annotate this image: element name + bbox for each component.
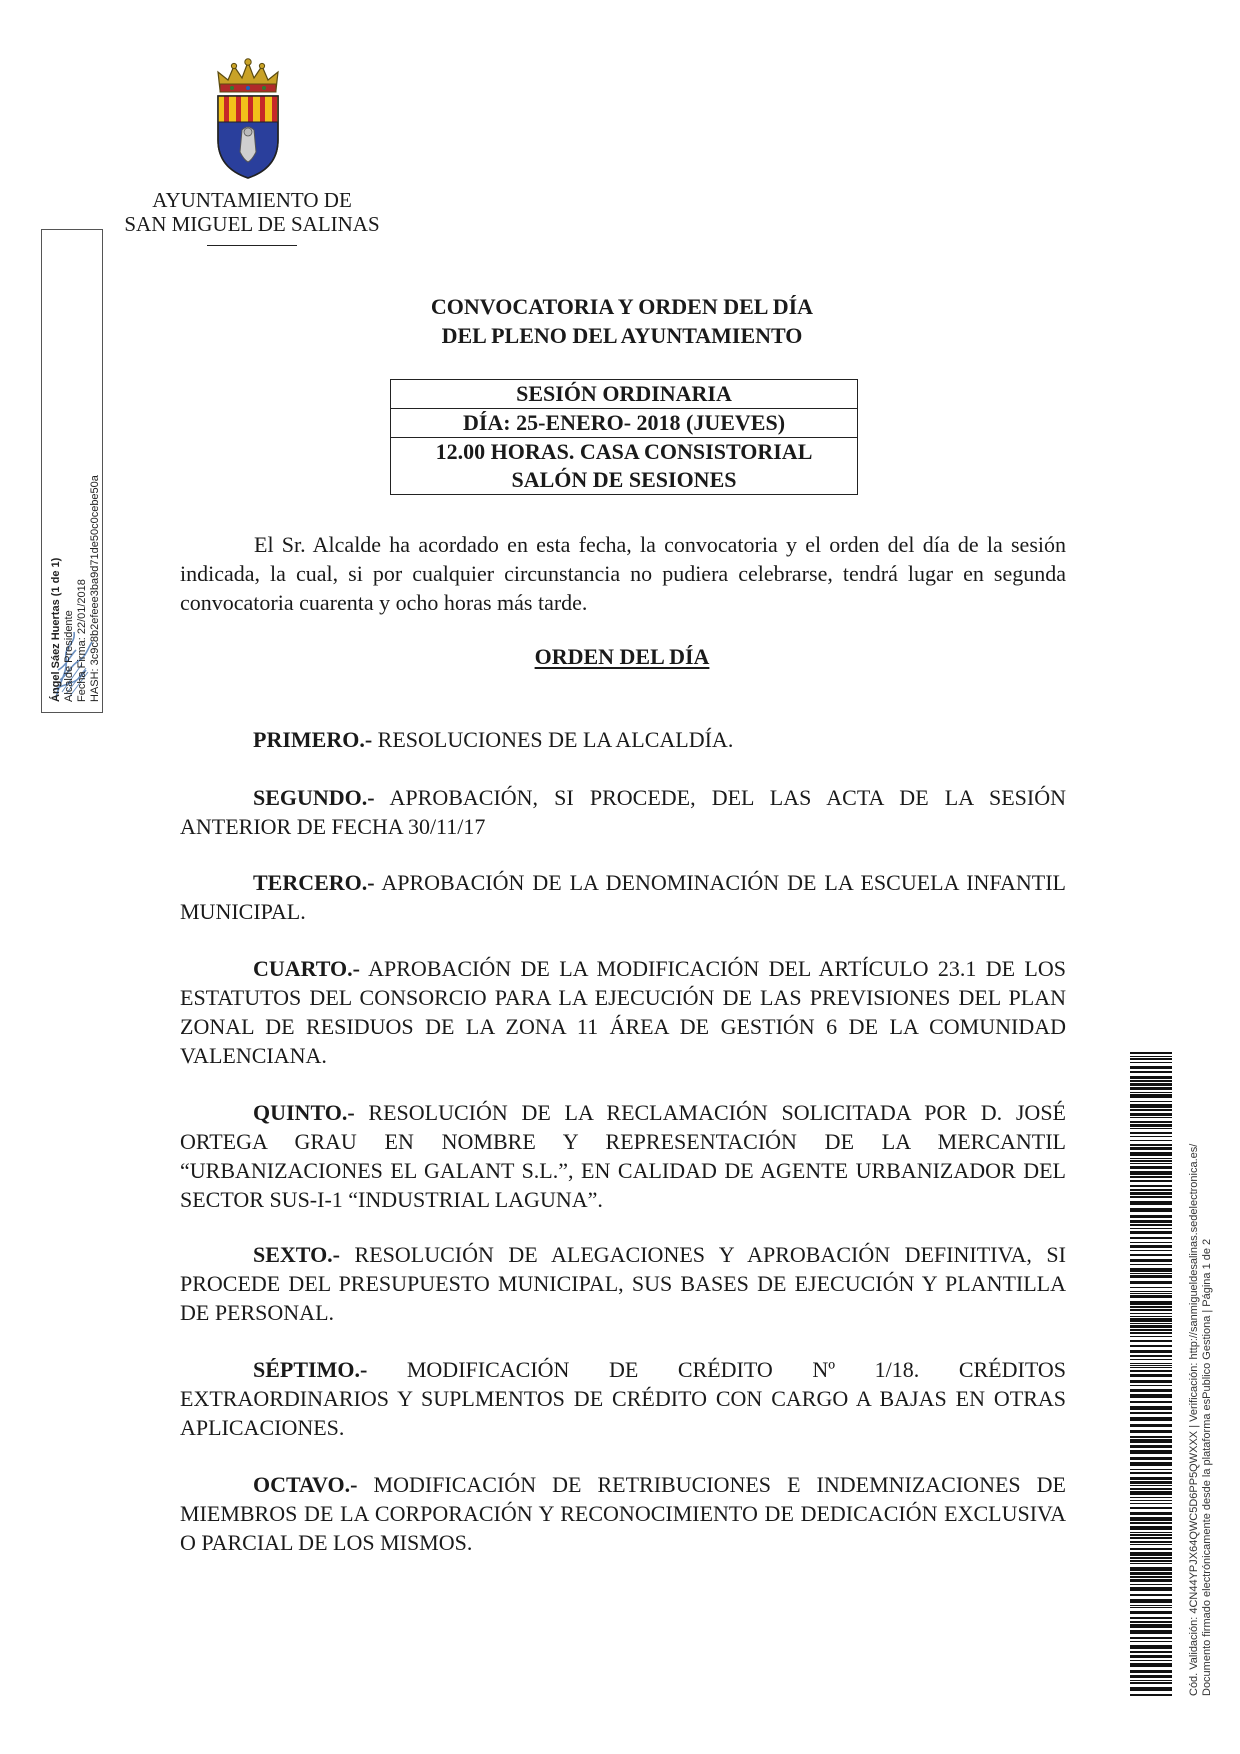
coat-of-arms-logo (212, 56, 284, 180)
agenda-item-key: OCTAVO.- (253, 1472, 358, 1497)
barcode-bar (1130, 1132, 1172, 1134)
agenda-item-key: TERCERO.- (253, 870, 375, 895)
barcode-bar (1130, 1457, 1172, 1460)
barcode-bar (1130, 1087, 1172, 1090)
barcode-bar (1130, 1275, 1172, 1278)
barcode-bar (1130, 1071, 1172, 1073)
barcode-bar (1130, 1340, 1172, 1342)
barcode-bar (1130, 1291, 1172, 1292)
barcode-bar (1130, 1309, 1172, 1311)
agenda-item-key: QUINTO.- (253, 1100, 355, 1125)
session-room: SALÓN DE SESIONES (511, 467, 737, 492)
signature-hash: HASH: 3c9c8b2efeee3ba9d71de50c0cebe50a (89, 475, 101, 702)
barcode-bar (1130, 1401, 1172, 1403)
barcode-bar (1130, 1500, 1172, 1501)
barcode-bar (1130, 1220, 1172, 1223)
barcode-bar (1130, 1056, 1172, 1057)
agenda-item (180, 1240, 1066, 1327)
header-divider (207, 245, 297, 246)
agenda-item-text: MODIFICACIÓN DE RETRIBUCIONES E INDEMNIZACIONES DE MIEMBROS DE LA CORPORACIÓN Y RECONOCIMIENTO DE DEDICACIÓN EXCLUSIVA O PARCIAL DE LOS MISMOS. (180, 1472, 1066, 1555)
session-info-box (390, 379, 858, 495)
barcode-bar (1130, 1630, 1172, 1634)
signer-role: Alcalde Presidente (63, 610, 75, 702)
barcode-bar (1130, 1163, 1172, 1164)
barcode-bar (1130, 1537, 1172, 1539)
barcode-bar (1130, 1611, 1172, 1614)
barcode-bar (1130, 1497, 1172, 1498)
barcode-bar (1130, 1621, 1172, 1623)
barcode-bar (1130, 1158, 1172, 1159)
barcode-bar (1130, 1481, 1172, 1484)
barcode-bar (1130, 1058, 1172, 1060)
barcode-bar (1130, 1594, 1172, 1596)
barcode-bar (1130, 1445, 1172, 1448)
agenda-heading: ORDEN DEL DÍA (534, 644, 710, 669)
barcode-bar (1130, 1264, 1172, 1265)
barcode-bar (1130, 1109, 1172, 1111)
barcode-bar (1130, 1557, 1172, 1559)
barcode-bar (1130, 1579, 1172, 1582)
barcode-bar (1130, 1254, 1172, 1256)
org-line-1: AYUNTAMIENTO DE (152, 188, 352, 212)
agenda-item (180, 725, 1066, 754)
barcode-bar (1130, 1436, 1172, 1438)
barcode-bar (1130, 1281, 1172, 1284)
barcode-bar (1130, 1572, 1172, 1575)
barcode-bar (1130, 1660, 1172, 1661)
agenda-item (180, 1098, 1066, 1214)
barcode-bar (1130, 1532, 1172, 1533)
barcode-bar (1130, 1332, 1172, 1334)
agenda-item (180, 954, 1066, 1070)
barcode-bar (1130, 1166, 1172, 1169)
barcode-bar (1130, 1259, 1172, 1262)
barcode-bar (1130, 1663, 1172, 1667)
agenda-item (180, 868, 1066, 926)
barcode-bar (1130, 1224, 1172, 1226)
barcode-bar (1130, 1389, 1172, 1392)
barcode-bar (1130, 1617, 1172, 1619)
barcode-bar (1130, 1329, 1172, 1331)
barcode-bar (1130, 1576, 1172, 1578)
barcode-bar (1130, 1651, 1172, 1653)
barcode-bar (1130, 1196, 1172, 1198)
agenda-item-text: RESOLUCIÓN DE ALEGACIONES Y APROBACIÓN DEFINITIVA, SI PROCEDE DEL PRESUPUESTO MUNICIPAL, SUS BASES DE EJECUCIÓN Y PLANTILLA DE PERSONAL. (180, 1242, 1066, 1325)
barcode-bar (1130, 1313, 1172, 1314)
barcode-bar (1130, 1655, 1172, 1658)
barcode-bar (1130, 1192, 1172, 1195)
barcode-bar (1130, 1406, 1172, 1410)
barcode-bar (1130, 1370, 1172, 1372)
barcode-bar (1130, 1517, 1172, 1521)
barcode-bar (1130, 1144, 1172, 1146)
barcode-bar (1130, 1268, 1172, 1272)
barcode-bar (1130, 1215, 1172, 1218)
signature-info (50, 232, 102, 702)
barcode-bar (1130, 1228, 1172, 1229)
barcode-bar (1130, 1080, 1172, 1082)
barcode-bar (1130, 1472, 1172, 1474)
barcode-bar (1130, 1503, 1172, 1504)
barcode-bar (1130, 1670, 1172, 1673)
barcode-bar (1130, 1237, 1172, 1239)
session-date: DÍA: 25-ENERO- 2018 (JUEVES) (391, 409, 857, 438)
barcode-bar (1130, 1295, 1172, 1298)
barcode-bar (1130, 1117, 1172, 1118)
agenda-item-text: APROBACIÓN DE LA DENOMINACIÓN DE LA ESCUELA INFANTIL MUNICIPAL. (180, 870, 1066, 924)
barcode-bar (1130, 1560, 1172, 1562)
signature-date: Fecha Firma: 22/01/2018 (76, 579, 88, 702)
barcode-bar (1130, 1094, 1172, 1098)
barcode-bar (1130, 1076, 1172, 1079)
barcode-bar (1130, 1488, 1172, 1490)
session-type: SESIÓN ORDINARIA (391, 380, 857, 409)
barcode-bar (1130, 1563, 1172, 1564)
barcode-bar (1130, 1534, 1172, 1536)
barcode-bar (1130, 1345, 1172, 1347)
barcode-bar (1130, 1412, 1172, 1414)
verification-line-1: Cód. Validación: 4CN44YPJX64QWC5D6PP5QWXXX | Verificación: http://sanmigueldesalinas.sedelectronica.es/ (1188, 1143, 1200, 1696)
barcode-bar (1130, 1485, 1172, 1486)
barcode-bar (1130, 1544, 1172, 1545)
barcode-bar (1130, 1469, 1172, 1470)
barcode-bar (1130, 1507, 1172, 1509)
signature-box (41, 229, 103, 713)
barcode-bar (1130, 1242, 1172, 1243)
barcode-bar (1130, 1374, 1172, 1377)
barcode-bar (1130, 1306, 1172, 1308)
barcode-bar (1130, 1363, 1172, 1364)
barcode-bar (1130, 1140, 1172, 1141)
barcode-bar (1130, 1567, 1172, 1571)
barcode-bar (1130, 1180, 1172, 1182)
title-line-2: DEL PLENO DEL AYUNTAMIENTO (441, 323, 803, 348)
barcode-bar (1130, 1245, 1172, 1248)
verification-line-2: Documento firmado electrónicamente desde la plataforma esPublico Gestiona | Página 1 de 2 (1201, 1238, 1213, 1696)
barcode-bar (1130, 1231, 1172, 1234)
session-time-place: 12.00 HORAS. CASA CONSISTORIAL (435, 439, 813, 464)
barcode-bar (1130, 1675, 1172, 1678)
barcode-bar (1130, 1176, 1172, 1178)
barcode-bar (1130, 1430, 1172, 1433)
barcode-bar (1130, 1293, 1172, 1294)
agenda-item-text: APROBACIÓN DE LA MODIFICACIÓN DEL ARTÍCULO 23.1 DE LOS ESTATUTOS DEL CONSORCIO PARA LA EJECUCIÓN DE LAS PREVISIONES DEL PLAN ZONAL DE RESIDUOS DE LA ZONA 11 ÁREA DE GESTIÓN 6 DE LA COMUNIDAD VALENCIANA. (180, 956, 1066, 1068)
agenda-item-key: SEGUNDO.- (253, 785, 375, 810)
barcode-bar (1130, 1208, 1172, 1212)
barcode-bar (1130, 1160, 1172, 1162)
barcode-bar (1130, 1062, 1172, 1063)
barcode-bar (1130, 1682, 1172, 1684)
barcode-bar (1130, 1323, 1172, 1324)
barcode-bar (1130, 1301, 1172, 1305)
barcode-bar (1130, 1394, 1172, 1398)
barcode-bar (1130, 1694, 1172, 1696)
barcode-bar (1130, 1491, 1172, 1495)
barcode-bar (1130, 1052, 1172, 1054)
barcode-bar (1130, 1450, 1172, 1454)
barcode-bar (1130, 1424, 1172, 1427)
document-title (302, 292, 942, 350)
barcode-bar (1130, 1624, 1172, 1628)
verification-footer (1188, 1056, 1214, 1696)
barcode-bar (1130, 1104, 1172, 1108)
barcode-bar (1130, 1185, 1172, 1187)
barcode-bar (1130, 1526, 1172, 1530)
barcode-bar (1130, 1439, 1172, 1443)
barcode-bar (1130, 1637, 1172, 1639)
barcode-bar (1130, 1541, 1172, 1543)
title-line-1: CONVOCATORIA Y ORDEN DEL DÍA (430, 294, 814, 319)
barcode-bar (1130, 1607, 1172, 1608)
barcode-bar (1130, 1124, 1172, 1127)
barcode-bar (1130, 1680, 1172, 1681)
agenda-item-text: APROBACIÓN, SI PROCEDE, DEL LAS ACTA DE LA SESIÓN ANTERIOR DE FECHA 30/11/17 (180, 785, 1066, 839)
barcode-bar (1130, 1336, 1172, 1337)
barcode-bar (1130, 1287, 1172, 1288)
barcode-bar (1130, 1147, 1172, 1150)
barcode-bar (1130, 1359, 1172, 1360)
barcode-bar (1130, 1522, 1172, 1524)
barcode-bar (1130, 1318, 1172, 1322)
barcode-bar (1130, 1350, 1172, 1353)
barcode-bar (1130, 1645, 1172, 1649)
barcode-bar (1130, 1152, 1172, 1156)
agenda-item (180, 783, 1066, 841)
agenda-item-key: PRIMERO.- (253, 727, 373, 752)
barcode-bar (1130, 1128, 1172, 1129)
agenda-item (180, 1470, 1066, 1557)
agenda-item-key: SÉPTIMO.- (253, 1357, 368, 1382)
barcode-bar (1130, 1584, 1172, 1585)
barcode-bar (1130, 1113, 1172, 1116)
barcode-bar (1130, 1092, 1172, 1093)
barcode-bar (1130, 1417, 1172, 1421)
barcode-bar (1130, 1385, 1172, 1386)
barcode-bar (1130, 1687, 1172, 1691)
agenda-item-text: RESOLUCIONES DE LA ALCALDÍA. (372, 727, 734, 752)
barcode-bar (1130, 1367, 1172, 1368)
barcode-bar (1130, 1548, 1172, 1550)
barcode-bar (1130, 1101, 1172, 1102)
agenda-item-text: MODIFICACIÓN DE CRÉDITO Nº 1/18. CRÉDITOS EXTRAORDINARIOS Y SUPLMENTOS DE CRÉDITO CON CARGO A BAJAS EN OTRAS APLICACIONES. (180, 1357, 1066, 1440)
signer-name: Ángel Sáez Huertas (1 de 1) (50, 557, 62, 702)
barcode-bar (1130, 1552, 1172, 1556)
barcode-bar (1130, 1171, 1172, 1175)
barcode-bar (1130, 1477, 1172, 1480)
agenda-item-key: CUARTO.- (253, 956, 360, 981)
barcode-bar (1130, 1365, 1172, 1366)
barcode-bar (1130, 1380, 1172, 1383)
barcode-bar (1130, 1273, 1172, 1274)
barcode-bar (1130, 1599, 1172, 1603)
agenda-item-key: SEXTO.- (253, 1242, 341, 1267)
barcode-bar (1130, 1121, 1172, 1123)
barcode-bar (1130, 1512, 1172, 1515)
validation-barcode (1130, 1052, 1172, 1696)
agenda-item-text: RESOLUCIÓN DE LA RECLAMACIÓN SOLICITADA POR D. JOSÉ ORTEGA GRAU EN NOMBRE Y REPRESENTACIÓN DE LA MERCANTIL “URBANIZACIONES EL GALANT S.L.”, EN CALIDAD DE AGENTE URBANIZADOR DEL SECTOR SUS-I-1 “INDUSTRIAL LAGUNA”. (180, 1100, 1066, 1212)
barcode-bar (1130, 1201, 1172, 1205)
barcode-bar (1130, 1587, 1172, 1591)
org-line-2: SAN MIGUEL DE SALINAS (124, 212, 380, 236)
barcode-bar (1130, 1316, 1172, 1317)
barcode-bar (1130, 1083, 1172, 1086)
barcode-bar (1130, 1355, 1172, 1357)
barcode-bar (1130, 1250, 1172, 1251)
barcode-bar (1130, 1462, 1172, 1466)
barcode-bar (1130, 1189, 1172, 1191)
barcode-bar (1130, 1136, 1172, 1137)
organization-name (112, 188, 392, 236)
barcode-bar (1130, 1325, 1172, 1328)
agenda-item (180, 1355, 1066, 1442)
barcode-bar (1130, 1066, 1172, 1069)
barcode-bar (1130, 1641, 1172, 1642)
intro-paragraph: El Sr. Alcalde ha acordado en esta fecha, la convocatoria y el orden del día de la sesión indicada, la cual, si por cualquier circunstancia no pudiera celebrarse, tendrá lugar en segunda convocatoria cuarenta y ocho horas más tarde. (180, 532, 1066, 615)
barcode-bar (1130, 1605, 1172, 1606)
